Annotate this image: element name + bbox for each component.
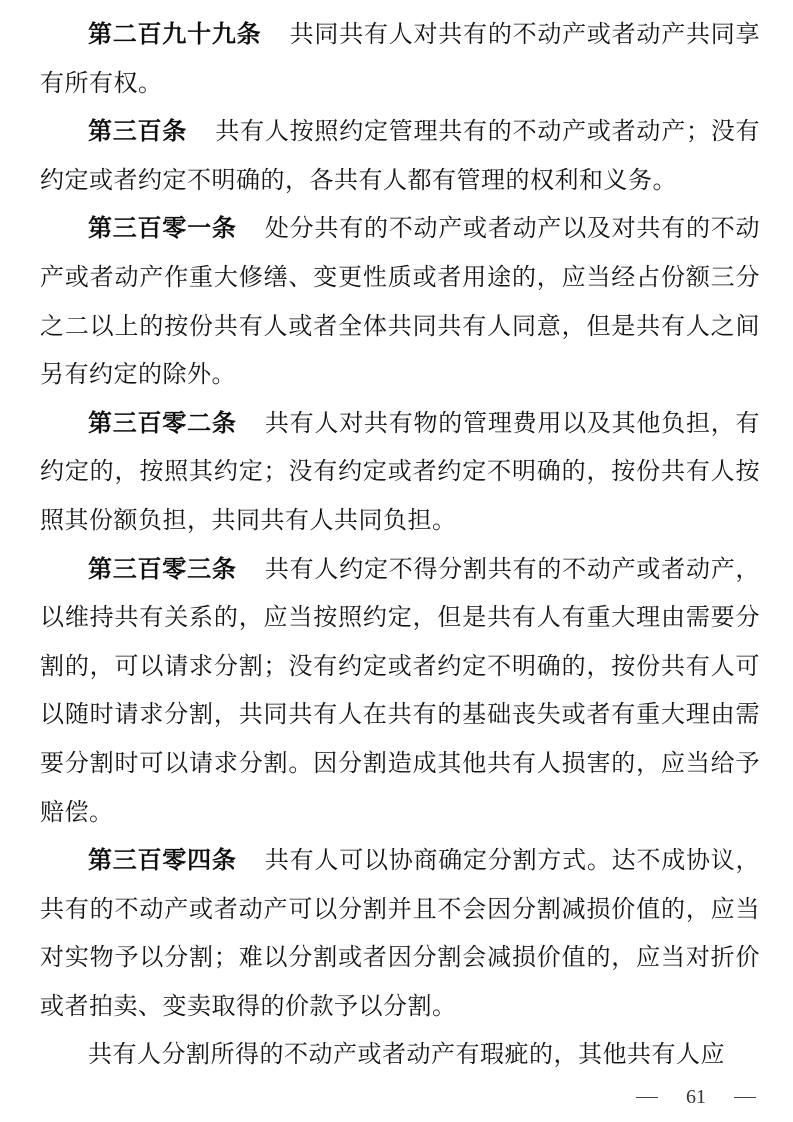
article-heading: 第三百零四条 [88,846,237,875]
article-text: 共有人分割所得的不动产或者动产有瑕疵的，其他共有人应 [88,1040,725,1069]
article-299 [40,10,760,107]
article-text: 共有人可以协商确定分割方式。达不成协议，共有的不动产或者动产可以分割并且不会因分割减损价值的，应当对实物予以分割；难以分割或者因分割会减损价值的，应当对折价或者拍卖、变卖取得的价款予以分割。 [40,846,761,1020]
footer-dash-left [636,1097,658,1098]
article-text: 共有人按照约定管理共有的不动产或者动产；没有约定或者约定不明确的，各共有人都有管理的权利和义务。 [40,117,760,194]
article-304-continued [40,1030,760,1079]
article-304 [40,836,760,1030]
article-heading: 第三百零三条 [88,554,237,583]
article-heading: 第三百零一条 [88,214,237,243]
article-text: 处分共有的不动产或者动产以及对共有的不动产或者动产作重大修缮、变更性质或者用途的，应当经占份额三分之二以上的按份共有人或者全体共同共有人同意，但是共有人之间另有约定的除外。 [40,214,761,389]
article-300 [40,107,760,204]
article-heading: 第二百九十九条 [88,20,262,48]
page-footer [636,1082,756,1112]
article-302 [40,399,760,545]
article-text: 共有人对共有物的管理费用以及其他负担，有约定的，按照其约定；没有约定或者约定不明确的，按份共有人按照其份额负担，共同共有人共同负担。 [40,408,761,534]
article-301 [40,204,760,398]
document-page [40,10,760,1079]
article-text: 共同共有人对共有的不动产或者动产共同享有所有权。 [40,20,761,97]
article-text: 共有人约定不得分割共有的不动产或者动产，以维持共有关系的，应当按照约定，但是共有人有重大理由需要分割的，可以请求分割；没有约定或者约定不明确的，按份共有人可以随时请求分割，共同共有人在共有的基础丧失或者有重大理由需要分割时可以请求分割。因分割造成其他共有人损害的，应当给予赔偿。 [40,554,761,826]
article-heading: 第三百条 [88,117,188,146]
footer-dash-right [734,1097,756,1098]
article-heading: 第三百零二条 [88,408,237,437]
page-number: 61 [686,1085,706,1108]
article-303 [40,545,760,837]
